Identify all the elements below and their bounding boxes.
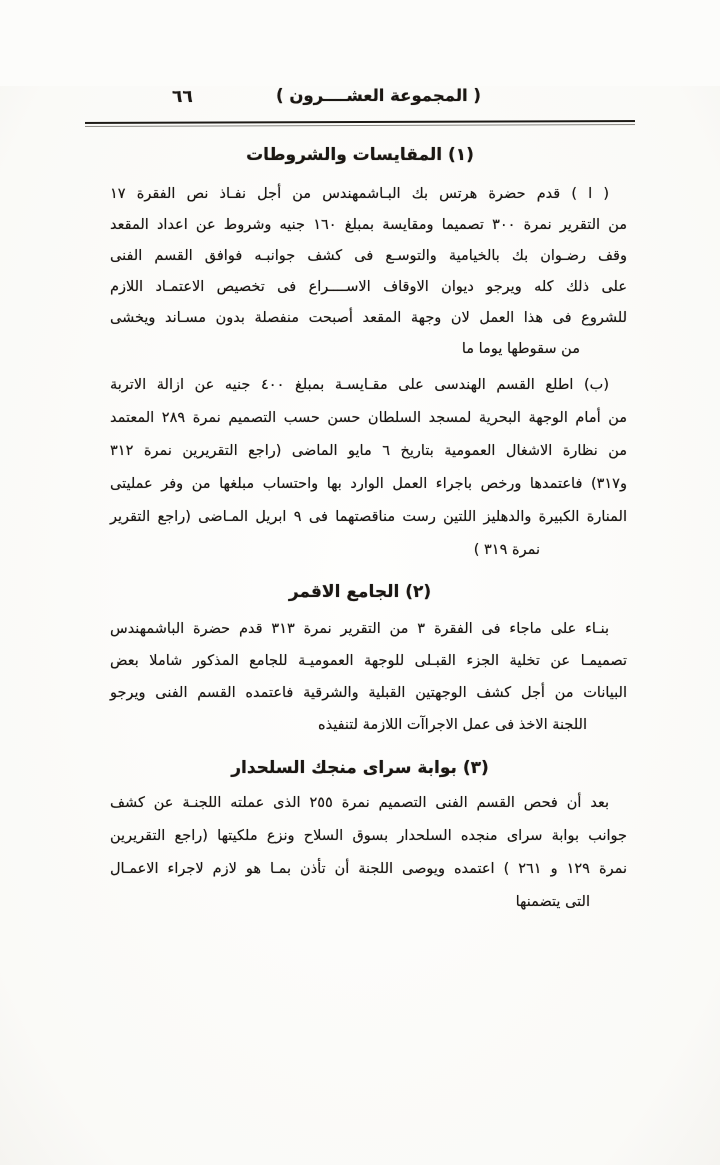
text-line: جوانب بوابة سراى منجده السلحدار بسوق السلاح ونزع ملكيتها (راجع التقريرين <box>110 827 627 844</box>
text-line: بعد أن فحص القسم الفنى التصميم نمرة ٢٥٥ الذى عملته اللجنـة عن كشف <box>110 794 609 811</box>
paragraph-manjak <box>110 787 627 919</box>
paragraph-aqmar <box>110 613 627 741</box>
section-heading-manjak-gate: (٣) بوابة سراى منجك السلحدار <box>231 757 489 778</box>
text-line: نمرة ١٢٩ و ٢٦١ ) اعتمده ويوصى اللجنة أن تأذن بمـا هو لازم لاجراء الاعمـال <box>110 860 627 877</box>
text-line: نمرة ٣١٩ ) <box>473 541 540 558</box>
text-line: من أمام الوجهة البحرية لمسجد السلطان حسن حسب التصميم نمرة ٢٨٩ المعتمد <box>110 409 627 426</box>
text-line: التى يتضمنها <box>515 893 590 910</box>
text-line: للشروع فى هذا العمل لان وجهة المقعد أصبحت منفصلة بدون مسـاند ويخشى <box>110 309 627 326</box>
scanned-book-page <box>0 86 720 1165</box>
text-line: من سقوطها يوما ما <box>461 340 580 357</box>
text-line: تصميمـا عن تخلية الجزء القبـلى للوجهة العموميـة للجامع المذكور شاملا بعض <box>110 652 627 669</box>
text-line: و٣١٧) فاعتمدها ورخص باجراء العمل الوارد بها واحتساب مبلغها من وفر عمليتى <box>110 475 627 492</box>
text-line: من التقرير نمرة ٣٠٠ تصميما ومقايسة بمبلغ ١٦٠ جنيه وشروط عن اعداد المقعد <box>110 216 627 233</box>
paragraph-b <box>110 369 627 567</box>
text-line: بنـاء على ماجاء فى الفقرة ٣ من التقرير نمرة ٣١٣ قدم حضرة الباشمهندس <box>110 620 609 637</box>
running-header <box>110 86 627 112</box>
text-line: وقف رضـوان بك بالخيامية والتوسـع فى كشف جوانبـه فوافق القسم الفنى <box>110 247 627 264</box>
section-heading-measures-and-specs: (١) المقايسات والشروطات <box>246 144 474 165</box>
section-heading-aqmar-mosque: (٢) الجامع الاقمر <box>288 581 432 602</box>
paragraph-a <box>110 179 627 365</box>
collection-title: ( المجموعة العشــــرون ) <box>276 86 481 105</box>
text-line: ( ا ) قدم حضرة هرتس بك البـاشمهندس من أجل نفـاذ نص الفقرة ١٧ <box>110 185 609 202</box>
text-line: من نظارة الاشغال العمومية بتاريخ ٦ مايو الماضى (راجع التقريرين نمرة ٣١٢ <box>110 442 628 459</box>
text-line: المنارة الكبيرة والدهليز اللتين رست مناقصتهما فى ٩ ابريل المـاضى (راجع التقرير <box>110 508 627 525</box>
text-line: على ذلك كله ويرجو ديوان الاوقاف الاســــراع فى تخصيص الاعتمـاد اللازم <box>110 278 627 295</box>
header-rule <box>85 120 635 126</box>
page-number: ٦٦ <box>172 87 193 107</box>
text-line: (ب) اطلع القسم الهندسى على مقـايسـة بمبلغ ٤٠٠ جنيه عن ازالة الاتربة <box>110 376 609 393</box>
text-line: البيانات من أجل كشف الوجهتين القبلية والشرقية فاعتمده القسم الفنى ويرجو <box>110 684 627 701</box>
text-line: اللجنة الاخذ فى عمل الاجراآت اللازمة لتنفيذه <box>317 716 587 733</box>
header-rule-thin-line <box>85 124 635 127</box>
